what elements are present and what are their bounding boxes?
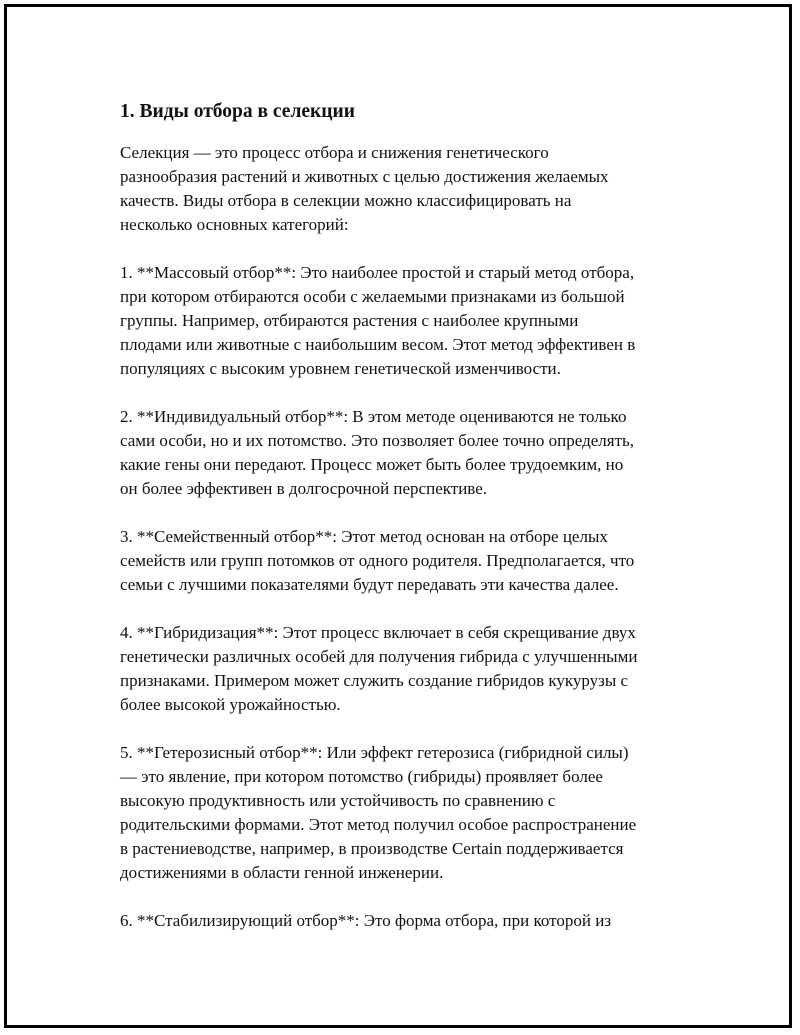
- text-line: плодами или животные с наибольшим весом. Этот метод эффективен в: [120, 335, 636, 354]
- text-line: 6. **Стабилизирующий отбор**: Это форма отбора, при которой из: [120, 911, 612, 930]
- text-line: семейств или групп потомков от одного родителя. Предполагается, что: [120, 551, 635, 570]
- paragraph-heterosis-selection: [120, 741, 695, 885]
- text-line: популяциях с высоким уровнем генетической изменчивости.: [120, 359, 561, 378]
- text-line: 3. **Семейственный отбор**: Этот метод основан на отборе целых: [120, 527, 608, 546]
- document-body: [120, 99, 695, 957]
- text-line: 5. **Гетерозисный отбор**: Или эффект гетерозиса (гибридной силы): [120, 743, 629, 762]
- paragraph-mass-selection: [120, 261, 695, 381]
- section-heading: 1. Виды отбора в селекции: [120, 101, 355, 122]
- document-page: [4, 4, 792, 1028]
- text-line: группы. Например, отбираются растения с наиболее крупными: [120, 311, 579, 330]
- text-line: достижениями в области генной инженерии.: [120, 863, 444, 882]
- text-line: несколько основных категорий:: [120, 215, 349, 234]
- text-line: Селекция — это процесс отбора и снижения генетического: [120, 143, 549, 162]
- text-line: какие гены они передают. Процесс может быть более трудоемким, но: [120, 455, 624, 474]
- text-line: родительскими формами. Этот метод получил особое распространение: [120, 815, 637, 834]
- paragraph-family-selection: [120, 525, 695, 597]
- text-line: высокую продуктивность или устойчивость по сравнению с: [120, 791, 556, 810]
- text-line: разнообразия растений и животных с целью достижения желаемых: [120, 167, 609, 186]
- paragraph-stabilizing-selection: [120, 909, 695, 933]
- text-line: генетически различных особей для получения гибрида с улучшенными: [120, 647, 638, 666]
- text-line: 4. **Гибридизация**: Этот процесс включает в себя скрещивание двух: [120, 623, 636, 642]
- text-line: качеств. Виды отбора в селекции можно классифицировать на: [120, 191, 572, 210]
- paragraph-individual-selection: [120, 405, 695, 501]
- text-line: — это явление, при котором потомство (гибриды) проявляет более: [120, 767, 603, 786]
- text-line: 2. **Индивидуальный отбор**: В этом методе оцениваются не только: [120, 407, 627, 426]
- text-line: признаками. Примером может служить создание гибридов кукурузы с: [120, 671, 629, 690]
- text-line: 1. **Массовый отбор**: Это наиболее простой и старый метод отбора,: [120, 263, 635, 282]
- text-line: сами особи, но и их потомство. Это позволяет более точно определять,: [120, 431, 635, 450]
- paragraph-intro: [120, 141, 695, 237]
- text-line: при котором отбираются особи с желаемыми признаками из большой: [120, 287, 625, 306]
- paragraph-hybridization: [120, 621, 695, 717]
- text-line: семьи с лучшими показателями будут передавать эти качества далее.: [120, 575, 619, 594]
- text-line: более высокой урожайностью.: [120, 695, 341, 714]
- text-line: в растениеводстве, например, в производстве Certain поддерживается: [120, 839, 624, 858]
- text-line: он более эффективен в долгосрочной перспективе.: [120, 479, 488, 498]
